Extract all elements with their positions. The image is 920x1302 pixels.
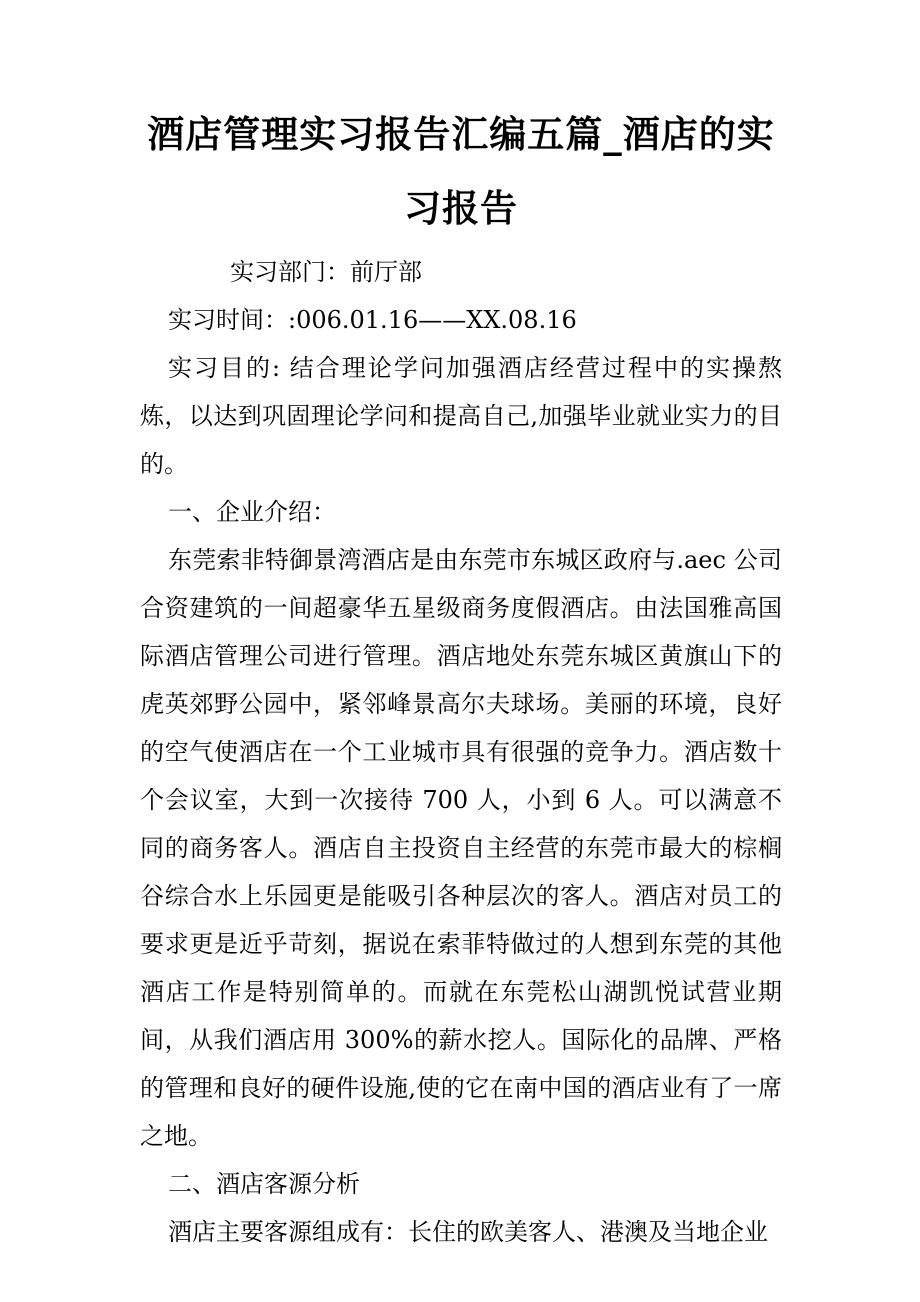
paragraph: 实习时间：:006.01.16——XX.08.16 [168,306,577,334]
paragraph: 二、酒店客源分析 [168,1170,360,1198]
paragraph: 实习目的: 结合理论学问加强酒店经营过程中的实操熬炼，以达到巩固理论学问和提高自己,加强毕业就业实力的目的。 [140,354,782,478]
document-title: 酒店管理实习报告汇编五篇_酒店的实习报告 [147,113,775,230]
document-body [140,248,782,1256]
paragraph: 酒店主要客源组成有：长住的欧美客人、港澳及当地企业 [168,1218,768,1246]
paragraph: 一、企业介绍： [168,498,336,526]
paragraph: 东莞索非特御景湾酒店是由东莞市东城区政府与.aec 公司合资建筑的一间超豪华五星级商务度假酒店。由法国雅高国际酒店管理公司进行管理。酒店地处东莞东城区黄旗山下的虎英郊野公园中，紧邻峰景高尔夫球场。美丽的环境，良好的空气使酒店在一个工业城市具有很强的竞争力。酒店数十个会议室，大到一次接待 700 人，小到 6 人。可以满意不同的商务客人。酒店自主投资自主经营的东莞市最大的棕榈谷综合水上乐园更是能吸引各种层次的客人。酒店对员工的要求更是近乎苛刻，据说在索菲特做过的人想到东莞的其他酒店工作是特别简单的。而就在东莞松山湖凯悦试营业期间，从我们酒店用 300%的薪水挖人。国际化的品牌、严格的管理和良好的硬件设施,使的它在南中国的酒店业有了一席之地。 [140,546,782,1150]
paragraph: 实习部门：前厅部 [230,258,422,286]
